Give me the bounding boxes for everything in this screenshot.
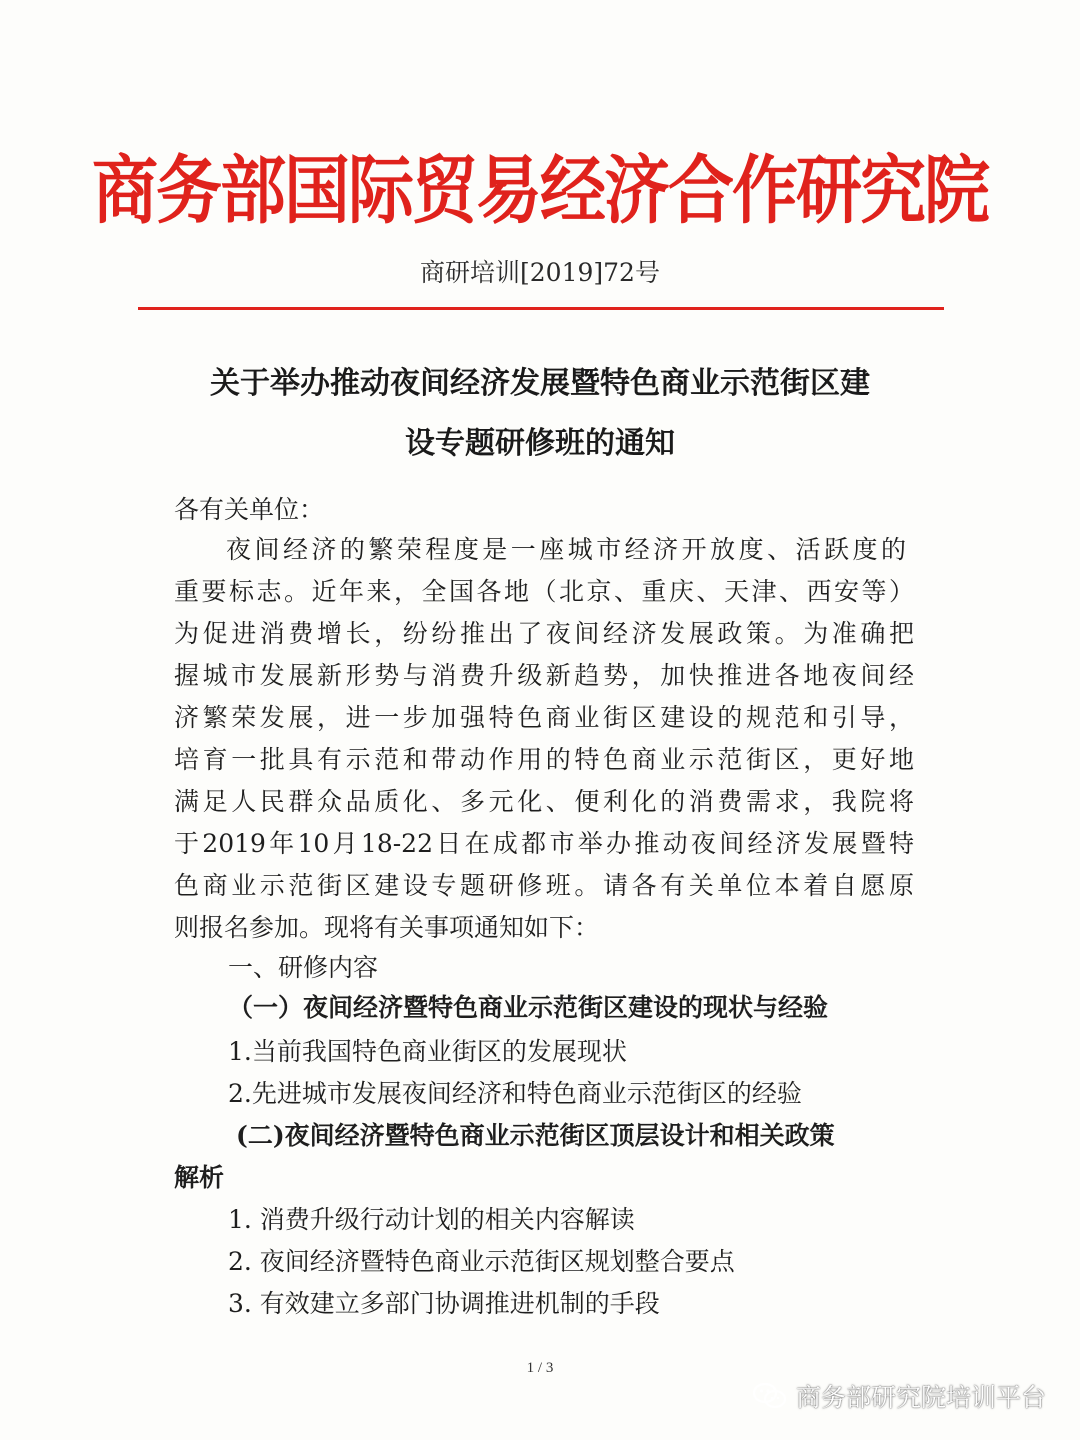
paragraph-line: 为促进消费增长，纷纷推出了夜间经济发展政策。为准确把 [174, 619, 914, 648]
salutation: 各有关单位： [174, 495, 325, 524]
subsection-2-item: 3. 有效建立多部门协调推进机制的手段 [228, 1289, 660, 1318]
notice-title-line-2: 设专题研修班的通知 [405, 426, 675, 461]
paragraph-line: 则报名参加。现将有关事项通知如下： [174, 913, 600, 942]
paragraph-line: 满足人民群众品质化、多元化、便利化的消费需求，我院将 [174, 787, 914, 816]
paragraph-line: 培育一批具有示范和带动作用的特色商业示范街区，更好地 [174, 745, 914, 774]
page-indicator: 1 / 3 [526, 1360, 554, 1376]
notice-title-line-1: 关于举办推动夜间经济发展暨特色商业示范街区建 [210, 366, 870, 401]
subsection-1-title: （一）夜间经济暨特色商业示范街区建设的现状与经验 [228, 993, 829, 1022]
paragraph-line: 济繁荣发展，进一步加强特色商业街区建设的规范和引导， [174, 703, 914, 732]
subsection-1-item: 2.先进城市发展夜间经济和特色商业示范街区的经验 [228, 1079, 802, 1108]
paragraph-line: 重要标志。近年来，全国各地（北京、重庆、天津、西安等） [174, 577, 914, 606]
wechat-watermark [752, 1378, 1046, 1414]
section-heading-1: 一、研修内容 [228, 953, 379, 982]
watermark-text: 商务部研究院培训平台 [795, 1383, 1046, 1412]
subsection-2-title: (二)夜间经济暨特色商业示范街区顶层设计和相关政策 [236, 1121, 835, 1150]
paragraph-line: 于2019年10月18-22日在成都市举办推动夜间经济发展暨特 [174, 829, 914, 858]
paragraph-line: 色商业示范街区建设专题研修班。请各有关单位本着自愿原 [174, 871, 914, 900]
paragraph-line: 握城市发展新形势与消费升级新趋势，加快推进各地夜间经 [174, 661, 914, 690]
organization-header: 商务部国际贸易经济合作研究院 [92, 146, 988, 234]
subsection-1-item: 1.当前我国特色商业街区的发展现状 [228, 1037, 627, 1066]
subsection-2-item: 2. 夜间经济暨特色商业示范街区规划整合要点 [228, 1247, 735, 1276]
document-number: 商研培训[2019]72号 [420, 258, 660, 287]
red-divider-line [138, 307, 944, 310]
subsection-2-title-cont: 解析 [174, 1163, 225, 1192]
paragraph-line: 夜间经济的繁荣程度是一座城市经济开放度、活跃度的 [226, 535, 906, 564]
subsection-2-item: 1. 消费升级行动计划的相关内容解读 [228, 1205, 635, 1234]
wechat-icon [752, 1381, 788, 1411]
